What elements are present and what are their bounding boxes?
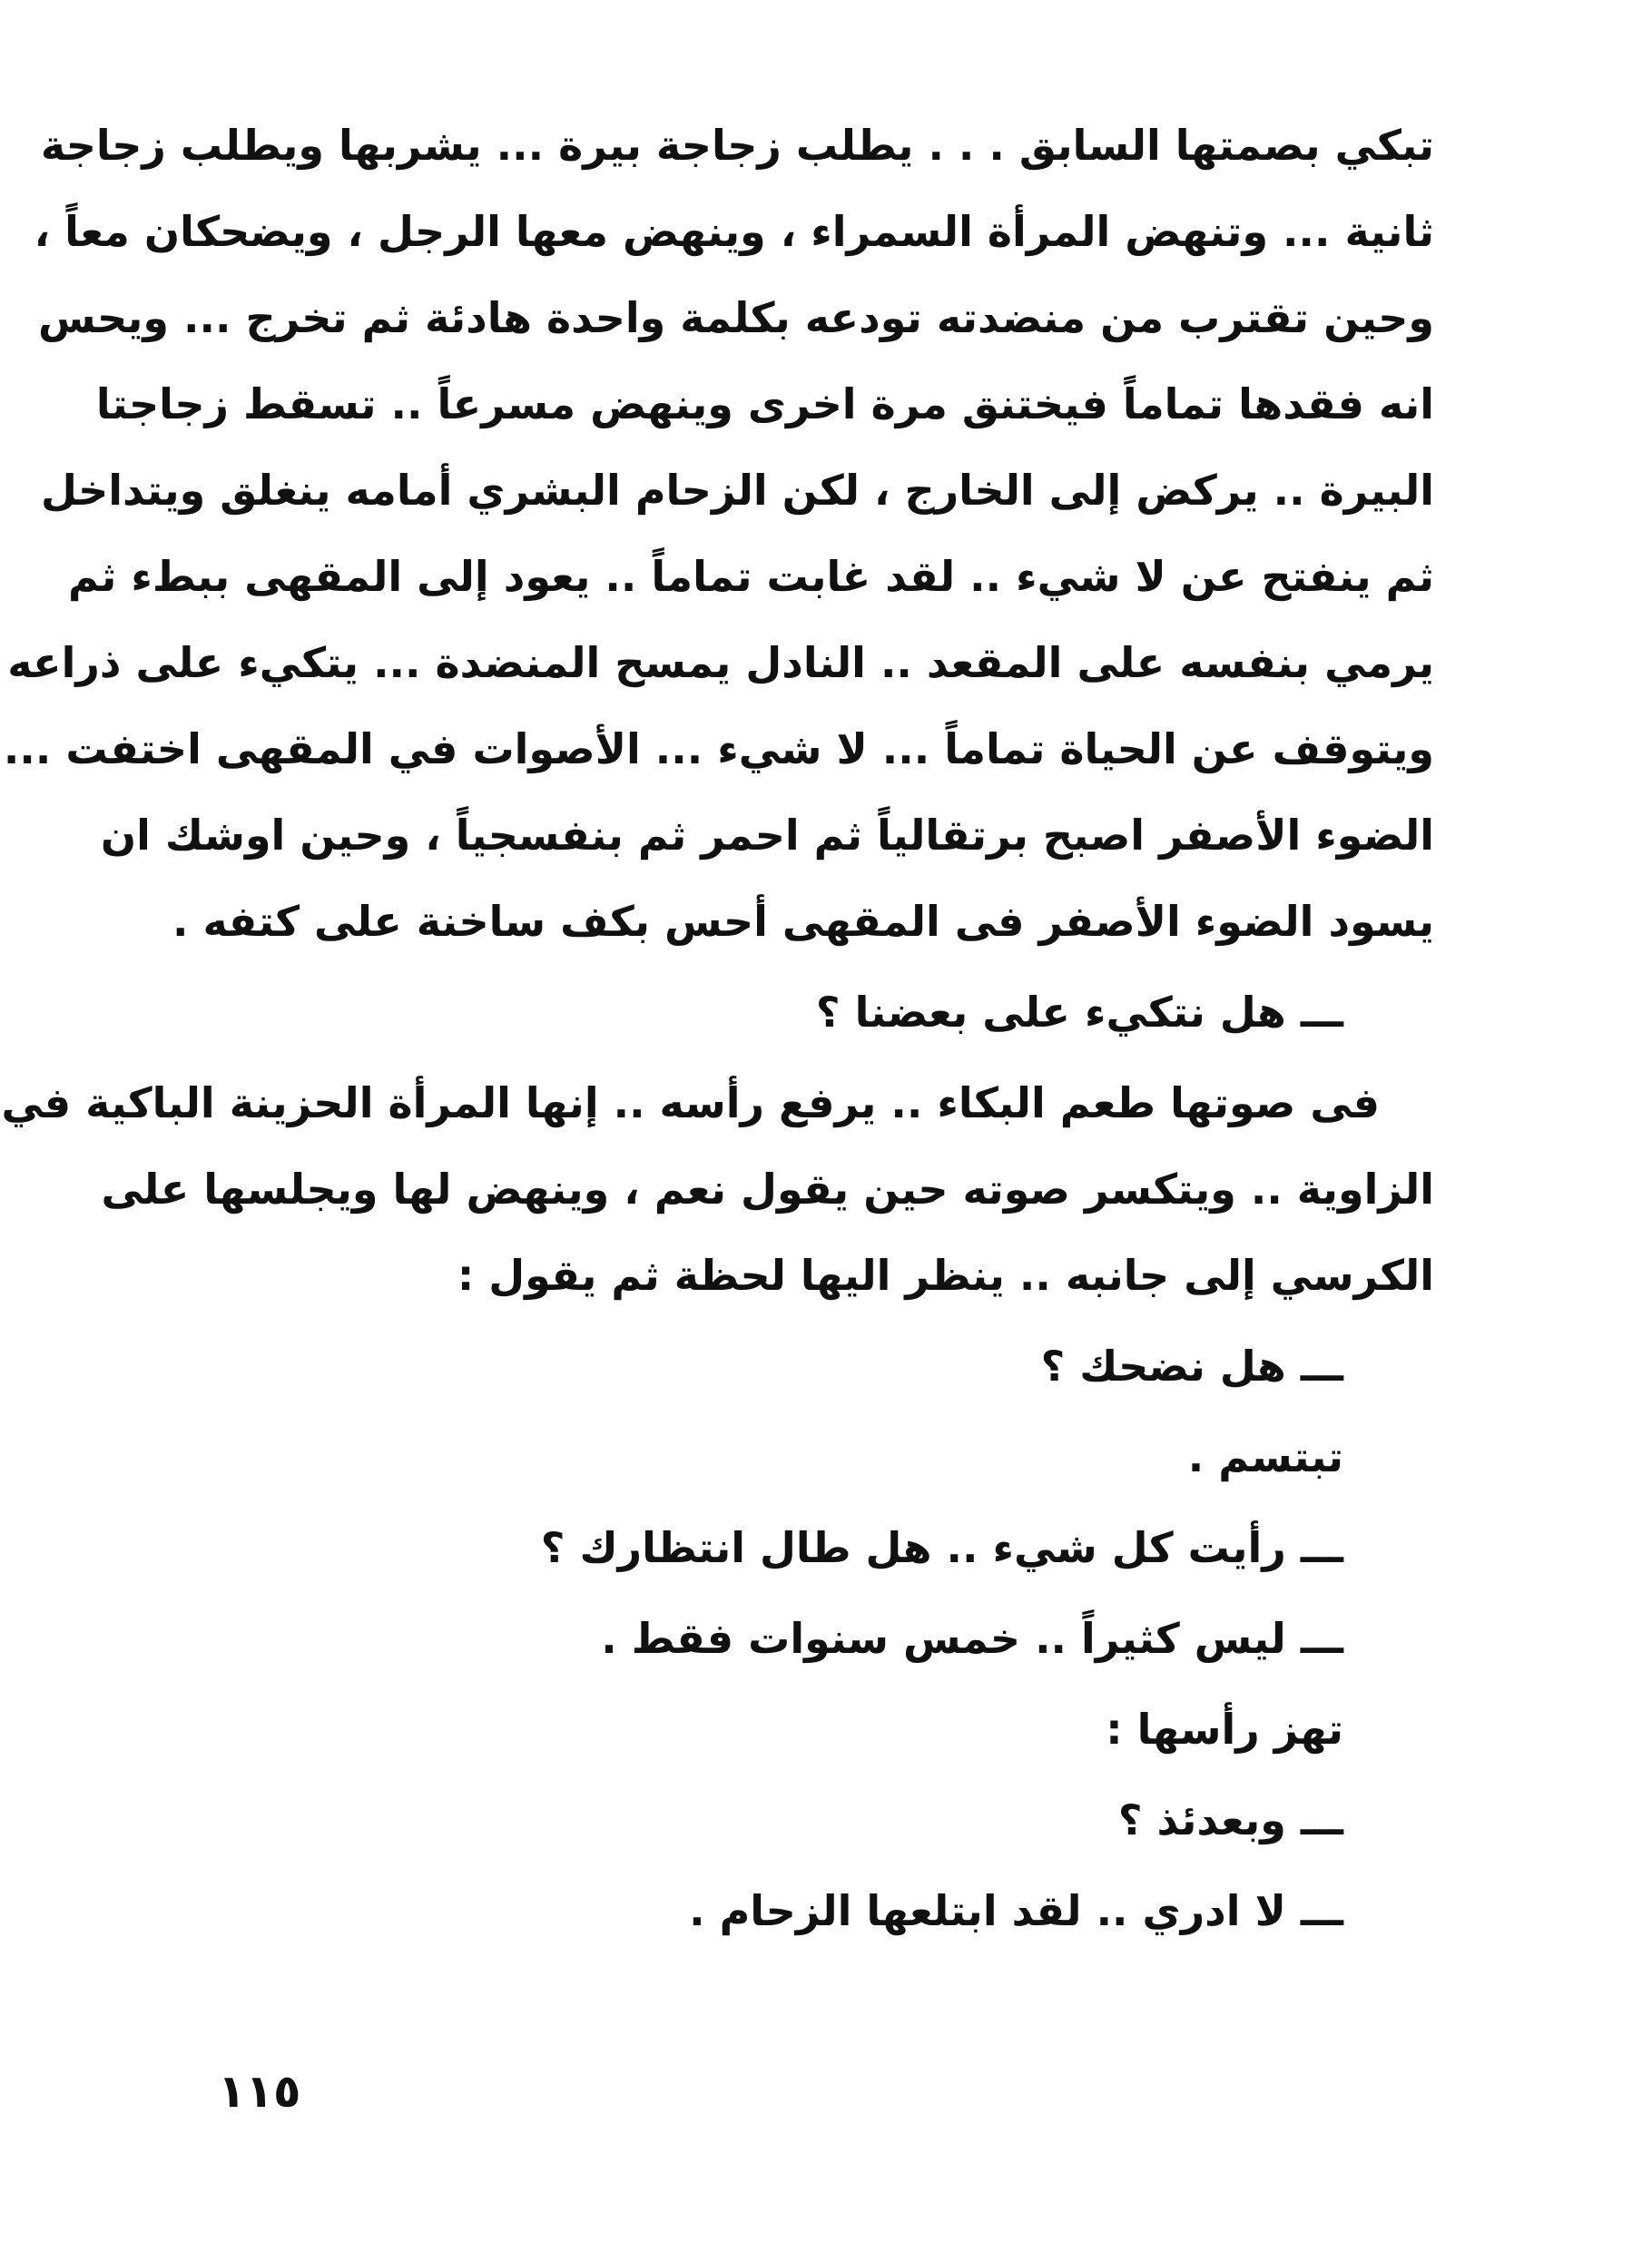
paragraph-1-line-3: وحين تقترب من منضدته تودعه بكلمة واحدة هادئة ثم تخرج ... ويحس [37,293,1434,342]
narration-line-1: تبتسم . [1187,1432,1343,1481]
paragraph-1-line-8: ويتوقف عن الحياة تماماً ... لا شيء ... الأصوات في المقهى اختفت ... [3,724,1434,773]
narration-line-2: تهز رأسها : [1106,1705,1343,1754]
paragraph-1-line-5: البيرة .. يركض إلى الخارج ، لكن الزحام البشري أمامه ينغلق ويتداخل [41,466,1434,515]
dialog-line-5: ـــ وبعدئذ ؟ [1117,1795,1343,1844]
paragraph-1-line-6: ثم ينفتح عن لا شيء .. لقد غابت تماماً .. يعود إلى المقهى ببطء ثم [68,552,1434,601]
dialog-line-1: ـــ هل نتكيء على بعضنا ؟ [815,988,1343,1037]
dialog-line-2: ـــ هل نضحك ؟ [1040,1342,1343,1391]
dialog-line-3: ـــ رأيت كل شيء .. هل طال انتظارك ؟ [540,1523,1343,1572]
dialog-line-6: ـــ لا ادري .. لقد ابتلعها الزحام . [689,1886,1343,1935]
page-number: ١١٥ [218,2065,301,2118]
paragraph-1-line-4: انه فقدها تماماً فيختنق مرة اخرى وينهض مسرعاً .. تسقط زجاجتا [95,379,1434,428]
paragraph-1-line-2: ثانية ... وتنهض المرأة السمراء ، وينهض معها الرجل ، ويضحكان معاً ، [34,207,1434,256]
paragraph-1-line-1: تبكي بصمتها السابق . . . يطلب زجاجة بيرة ... يشربها ويطلب زجاجة [40,121,1434,170]
paragraph-2-line-3: الكرسي إلى جانبه .. ينظر اليها لحظة ثم يقول : [457,1251,1434,1300]
paragraph-1-line-9: الضوء الأصفر اصبح برتقالياً ثم احمر ثم بنفسجياً ، وحين اوشك ان [100,811,1434,860]
paragraph-1-line-10: يسود الضوء الأصفر فى المقهى أحس بكف ساخنة على كتفه . [172,897,1434,946]
paragraph-1-line-7: يرمي بنفسه على المقعد .. النادل يمسح المنضدة ... يتكيء على ذراعه [7,638,1434,687]
paragraph-2-line-2: الزاوية .. ويتكسر صوته حين يقول نعم ، وينهض لها ويجلسها على [101,1165,1434,1214]
paragraph-2-line-1: فى صوتها طعم البكاء .. يرفع رأسه .. إنها المرأة الحزينة الباكية في [1,1078,1380,1127]
dialog-line-4: ـــ ليس كثيراً .. خمس سنوات فقط . [601,1614,1343,1663]
